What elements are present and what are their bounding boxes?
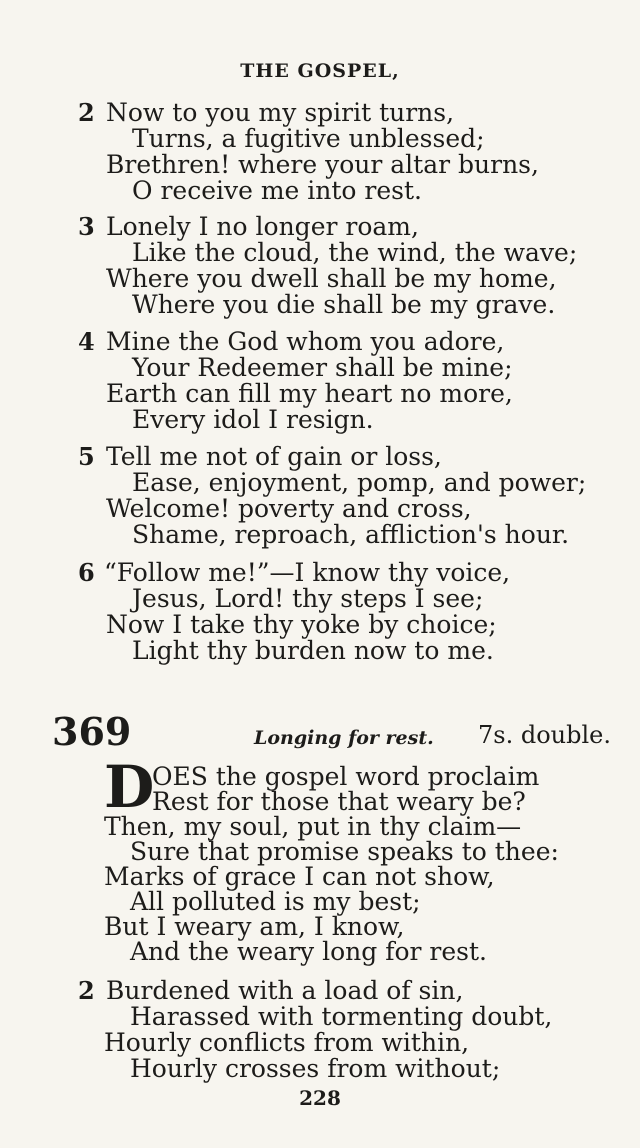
- page-number: 228: [299, 1086, 341, 1110]
- stanza-number: 4: [78, 327, 95, 356]
- verse-line: Earth can fill my heart no more,: [106, 379, 513, 408]
- verse-line: Ease, enjoyment, pomp, and power;: [132, 468, 587, 497]
- drop-cap: D: [104, 753, 155, 821]
- verse-line: Where you dwell shall be my home,: [106, 264, 557, 293]
- verse-line: All polluted is my best;: [130, 887, 421, 916]
- stanza-number: 6: [78, 558, 95, 587]
- verse-line: Burdened with a load of sin,: [106, 976, 464, 1005]
- verse-line: Every idol I resign.: [132, 405, 374, 434]
- verse-line: “Follow me!”—I know thy voice,: [104, 558, 511, 587]
- verse-line: Sure that promise speaks to thee:: [130, 837, 559, 866]
- verse-line: Where you die shall be my grave.: [132, 290, 556, 319]
- stanza-number: 2: [78, 976, 95, 1005]
- verse-line: Like the cloud, the wind, the wave;: [132, 238, 578, 267]
- hymn-number: 369: [52, 709, 132, 754]
- verse-line: Now to you my spirit turns,: [106, 98, 455, 127]
- stanza-number: 3: [78, 212, 95, 241]
- verse-line: Marks of grace I can not show,: [104, 862, 495, 891]
- verse-line: And the weary long for rest.: [130, 937, 487, 966]
- verse-line: Rest for those that weary be?: [152, 787, 526, 816]
- verse-line: Brethren! where your altar burns,: [106, 150, 539, 179]
- verse-line: But I weary am, I know,: [104, 912, 405, 941]
- verse-line: Turns, a fugitive unblessed;: [132, 124, 485, 153]
- verse-line: Jesus, Lord! thy steps I see;: [132, 584, 484, 613]
- stanza-number: 2: [78, 98, 95, 127]
- verse-line: Harassed with tormenting doubt,: [130, 1002, 553, 1031]
- verse-line: Your Redeemer shall be mine;: [132, 353, 513, 382]
- verse-line: OES the gospel word proclaim: [152, 762, 540, 791]
- verse-line: Hourly conflicts from within,: [104, 1028, 470, 1057]
- verse-line: Mine the God whom you adore,: [106, 327, 505, 356]
- verse-line: Welcome! poverty and cross,: [106, 494, 472, 523]
- stanza-number: 5: [78, 442, 95, 471]
- verse-line: Tell me not of gain or loss,: [106, 442, 442, 471]
- verse-line: Light thy burden now to me.: [132, 636, 494, 665]
- verse-line: Shame, reproach, affliction's hour.: [132, 520, 570, 549]
- verse-line: Hourly crosses from without;: [130, 1054, 501, 1083]
- verse-line: Lonely I no longer roam,: [106, 212, 419, 241]
- hymn-meter: 7s. double.: [478, 721, 611, 749]
- verse-line: Then, my soul, put in thy claim—: [104, 812, 522, 841]
- verse-line: O receive me into rest.: [132, 176, 423, 205]
- running-title: THE GOSPEL,: [240, 60, 400, 82]
- verse-line: Now I take thy yoke by choice;: [106, 610, 497, 639]
- hymn-title: Longing for rest.: [254, 727, 434, 749]
